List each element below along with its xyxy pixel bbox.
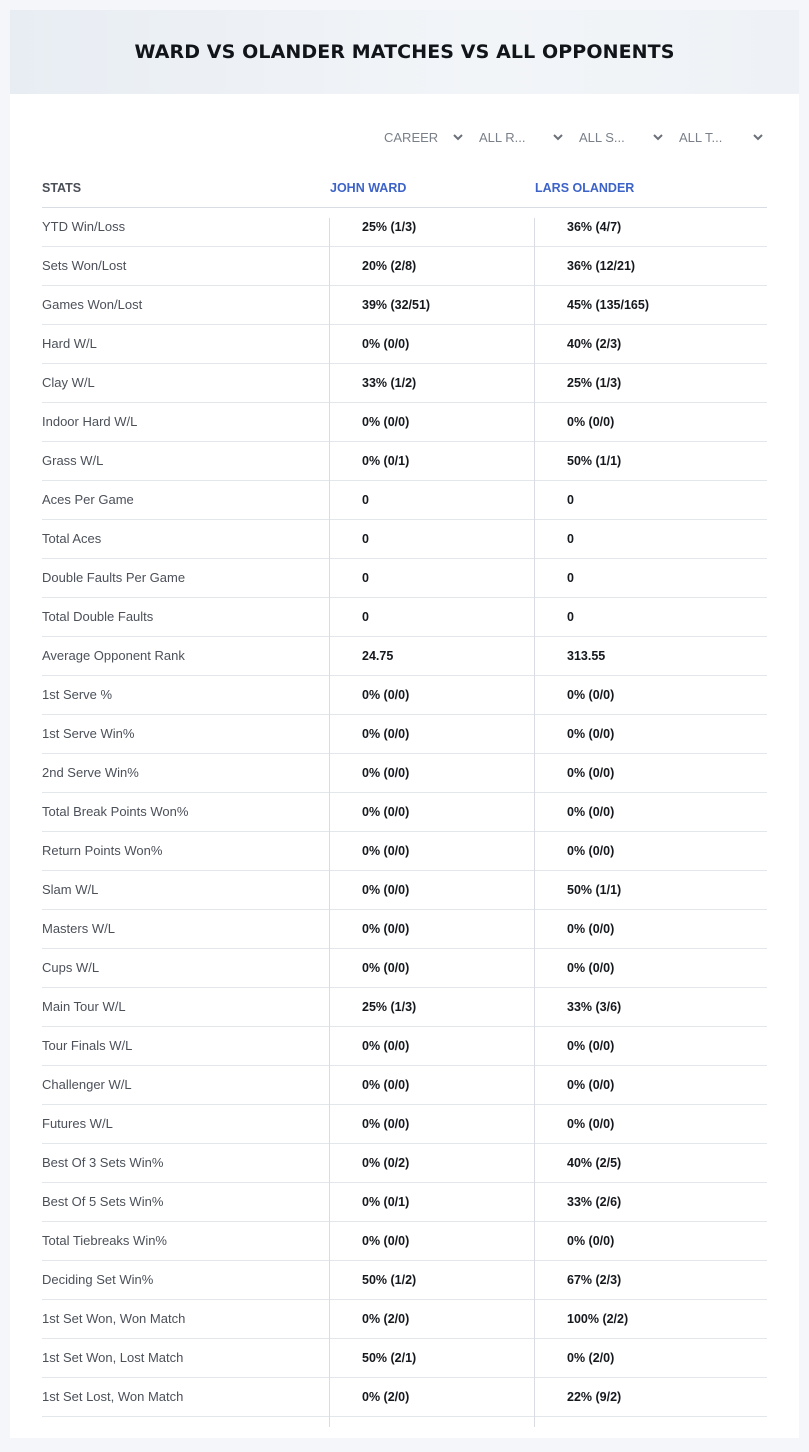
player2-value: 0% (2/0) — [567, 1351, 615, 1365]
player1-value: 0% (0/0) — [362, 883, 410, 897]
player1-value: 0% (0/0) — [362, 961, 410, 975]
column-divider — [329, 218, 330, 1427]
table-row — [42, 286, 767, 325]
player2-value: 0 — [567, 571, 574, 585]
table-row — [42, 1378, 767, 1417]
stat-name: Hard W/L — [42, 336, 97, 351]
filter-surface-select[interactable] — [579, 126, 664, 148]
table-row — [42, 949, 767, 988]
table-row — [42, 208, 767, 247]
stat-name: Deciding Set Win% — [42, 1272, 154, 1287]
stat-name: 1st Set Won, Lost Match — [42, 1350, 184, 1365]
player2-value: 22% (9/2) — [567, 1390, 622, 1404]
table-row — [42, 637, 767, 676]
stat-name: Masters W/L — [42, 921, 115, 936]
player1-value: 0 — [362, 610, 369, 624]
stat-name: Total Tiebreaks Win% — [42, 1233, 167, 1248]
player1-value: 50% (2/1) — [362, 1351, 417, 1365]
player2-value: 0% (0/0) — [567, 1078, 615, 1092]
player2-value: 100% (2/2) — [567, 1312, 629, 1326]
player1-value: 0% (0/0) — [362, 727, 410, 741]
player1-value: 0% (0/0) — [362, 688, 410, 702]
player1-value: 0% (0/0) — [362, 337, 410, 351]
table-row — [42, 676, 767, 715]
table-row — [42, 598, 767, 637]
table-row — [42, 559, 767, 598]
player1-value: 25% (1/3) — [362, 1000, 417, 1014]
player1-value: 0% (0/0) — [362, 805, 410, 819]
player1-value: 24.75 — [362, 649, 394, 663]
stat-name: Games Won/Lost — [42, 297, 143, 312]
player2-value: 40% (2/5) — [567, 1156, 622, 1170]
stat-name: Best Of 5 Sets Win% — [42, 1194, 164, 1209]
stat-name: Clay W/L — [42, 375, 95, 390]
player1-value: 0% (0/1) — [362, 1195, 410, 1209]
player2-value: 0 — [567, 532, 574, 546]
stat-name: Main Tour W/L — [42, 999, 126, 1014]
player1-value: 0% (0/1) — [362, 454, 410, 468]
table-row — [42, 754, 767, 793]
table-row — [42, 364, 767, 403]
stat-name: Total Aces — [42, 531, 102, 546]
table-row — [42, 520, 767, 559]
stat-name: Average Opponent Rank — [42, 648, 185, 663]
table-row — [42, 247, 767, 286]
table-body — [42, 208, 767, 1417]
player2-value: 0% (0/0) — [567, 1117, 615, 1131]
player2-value: 0% (0/0) — [567, 727, 615, 741]
player2-value: 36% (4/7) — [567, 220, 622, 234]
table-row — [42, 442, 767, 481]
table-row — [42, 1222, 767, 1261]
filter-round-select[interactable] — [479, 126, 564, 148]
player2-value: 0% (0/0) — [567, 1234, 615, 1248]
stat-name: Total Break Points Won% — [42, 804, 189, 819]
table-row — [42, 910, 767, 949]
player2-value: 0% (0/0) — [567, 766, 615, 780]
player1-value: 0% (2/0) — [362, 1312, 410, 1326]
filter-career-label: CAREER — [384, 129, 439, 145]
stat-name: Slam W/L — [42, 882, 99, 897]
player1-value: 0% (0/2) — [362, 1156, 410, 1170]
table-header — [42, 170, 767, 208]
column-header-stats: STATS — [42, 181, 82, 195]
stat-name: Return Points Won% — [42, 843, 163, 858]
stat-name: Cups W/L — [42, 960, 100, 975]
player2-value: 0% (0/0) — [567, 961, 615, 975]
stat-name: Indoor Hard W/L — [42, 414, 138, 429]
chevron-down-icon — [752, 131, 764, 143]
table-row — [42, 1027, 767, 1066]
table-row — [42, 1300, 767, 1339]
table-row — [42, 793, 767, 832]
stat-name: Sets Won/Lost — [42, 258, 127, 273]
player1-value: 0% (0/0) — [362, 1117, 410, 1131]
column-divider — [534, 218, 535, 1427]
stat-name: Tour Finals W/L — [42, 1038, 133, 1053]
player2-value: 0 — [567, 493, 574, 507]
stat-name: 1st Set Lost, Won Match — [42, 1389, 184, 1404]
card-header — [10, 10, 799, 94]
player1-value: 39% (32/51) — [362, 298, 431, 312]
table-row — [42, 1144, 767, 1183]
player2-value: 40% (2/3) — [567, 337, 622, 351]
filter-tournament-select[interactable] — [679, 126, 764, 148]
stats-card — [10, 10, 799, 1438]
table-row — [42, 832, 767, 871]
table-row — [42, 325, 767, 364]
player1-value: 0% (0/0) — [362, 415, 410, 429]
filter-career-select[interactable] — [384, 126, 464, 148]
table-row — [42, 988, 767, 1027]
stat-name: Challenger W/L — [42, 1077, 132, 1092]
player2-value: 0% (0/0) — [567, 805, 615, 819]
player2-value: 313.55 — [567, 649, 606, 663]
chevron-down-icon — [652, 131, 664, 143]
column-header-player1[interactable]: JOHN WARD — [330, 181, 407, 195]
player1-value: 0 — [362, 493, 369, 507]
player2-value: 0 — [567, 610, 574, 624]
player2-value: 0% (0/0) — [567, 688, 615, 702]
stat-name: 1st Serve % — [42, 687, 113, 702]
table-row — [42, 481, 767, 520]
column-header-player2[interactable]: LARS OLANDER — [535, 181, 635, 195]
table-row — [42, 1105, 767, 1144]
table-row — [42, 1261, 767, 1300]
stat-name: 1st Serve Win% — [42, 726, 135, 741]
filter-surface-label: ALL S... — [579, 129, 625, 145]
stat-name: Best Of 3 Sets Win% — [42, 1155, 164, 1170]
player1-value: 25% (1/3) — [362, 220, 417, 234]
player1-value: 0% (0/0) — [362, 922, 410, 936]
table-row — [42, 1339, 767, 1378]
table-row — [42, 1183, 767, 1222]
stat-name: 2nd Serve Win% — [42, 765, 139, 780]
player1-value: 0% (2/0) — [362, 1390, 410, 1404]
chevron-down-icon — [552, 131, 564, 143]
player1-value: 0 — [362, 532, 369, 546]
page-title: WARD VS OLANDER MATCHES VS ALL OPPONENTS — [134, 41, 675, 63]
player2-value: 36% (12/21) — [567, 259, 636, 273]
stat-name: Total Double Faults — [42, 609, 154, 624]
table-row — [42, 1066, 767, 1105]
player1-value: 0% (0/0) — [362, 1039, 410, 1053]
chevron-down-icon — [452, 131, 464, 143]
stat-name: Grass W/L — [42, 453, 104, 468]
player1-value: 0% (0/0) — [362, 1078, 410, 1092]
player1-value: 0% (0/0) — [362, 844, 410, 858]
player1-value: 50% (1/2) — [362, 1273, 417, 1287]
player2-value: 33% (3/6) — [567, 1000, 622, 1014]
filter-bar — [10, 126, 799, 148]
table-row — [42, 403, 767, 442]
player2-value: 67% (2/3) — [567, 1273, 622, 1287]
stat-name: Aces Per Game — [42, 492, 134, 507]
filter-tournament-label: ALL T... — [679, 129, 723, 145]
stats-table — [42, 170, 767, 1417]
stat-name: Double Faults Per Game — [42, 570, 186, 585]
stat-name: Futures W/L — [42, 1116, 113, 1131]
player2-value: 0% (0/0) — [567, 415, 615, 429]
table-row — [42, 871, 767, 910]
player1-value: 0 — [362, 571, 369, 585]
player2-value: 33% (2/6) — [567, 1195, 622, 1209]
player2-value: 0% (0/0) — [567, 1039, 615, 1053]
player2-value: 45% (135/165) — [567, 298, 650, 312]
stat-name: 1st Set Won, Won Match — [42, 1311, 186, 1326]
player2-value: 50% (1/1) — [567, 454, 622, 468]
player1-value: 0% (0/0) — [362, 1234, 410, 1248]
filter-round-label: ALL R... — [479, 129, 526, 145]
player2-value: 0% (0/0) — [567, 844, 615, 858]
player2-value: 0% (0/0) — [567, 922, 615, 936]
player1-value: 20% (2/8) — [362, 259, 417, 273]
player2-value: 25% (1/3) — [567, 376, 622, 390]
table-row — [42, 715, 767, 754]
player1-value: 33% (1/2) — [362, 376, 417, 390]
player2-value: 50% (1/1) — [567, 883, 622, 897]
player1-value: 0% (0/0) — [362, 766, 410, 780]
stat-name: YTD Win/Loss — [42, 219, 126, 234]
